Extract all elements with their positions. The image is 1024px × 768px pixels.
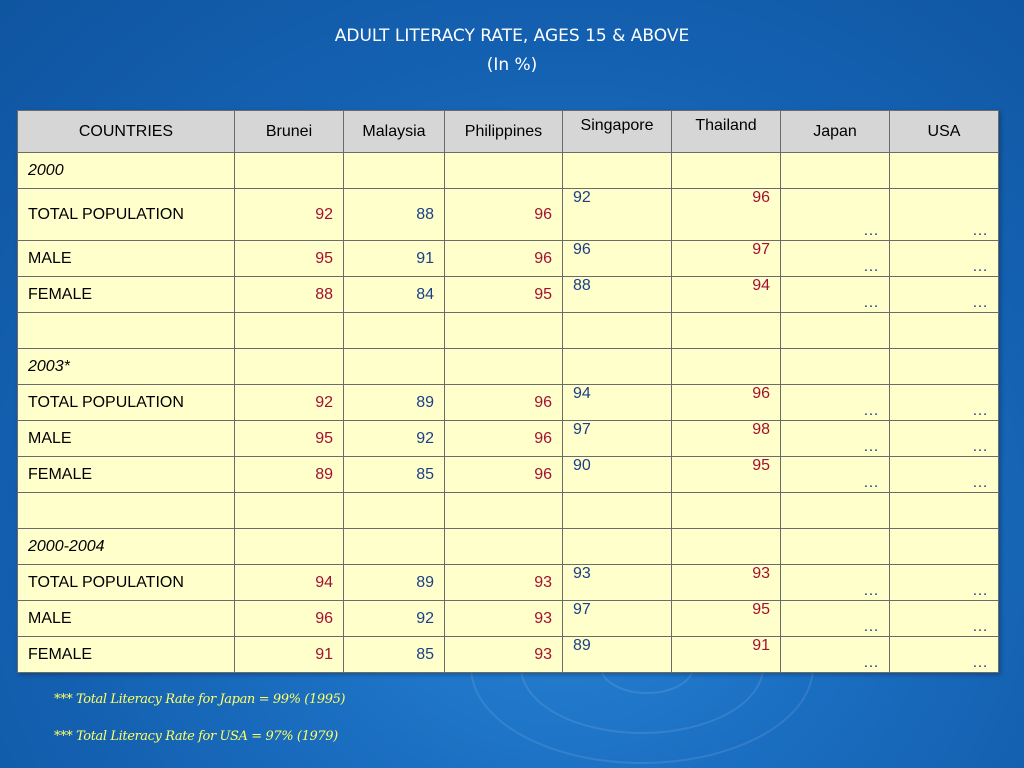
table-cell: 96: [672, 189, 781, 241]
row-label: TOTAL POPULATION: [18, 385, 235, 421]
table-cell: 97: [672, 241, 781, 277]
table-cell: …: [890, 565, 999, 601]
table-cell: 92: [344, 421, 445, 457]
table-cell: [235, 493, 344, 529]
table-cell: 95: [445, 277, 563, 313]
table-cell: …: [781, 421, 890, 457]
column-header-japan: Japan: [781, 111, 890, 153]
column-header-singapore: Singapore: [563, 111, 672, 153]
table-cell: 84: [344, 277, 445, 313]
table-cell: 93: [672, 565, 781, 601]
table-cell: …: [890, 421, 999, 457]
table-cell: 90: [563, 457, 672, 493]
section-row: [18, 529, 999, 565]
column-header-malaysia: Malaysia: [344, 111, 445, 153]
table-cell: 96: [445, 241, 563, 277]
table-cell: 91: [672, 637, 781, 673]
row-label: TOTAL POPULATION: [18, 189, 235, 241]
row-label: FEMALE: [18, 457, 235, 493]
table-cell: 96: [445, 385, 563, 421]
section-label: 2003*: [18, 349, 235, 385]
table-cell: …: [781, 457, 890, 493]
table-cell: [563, 493, 672, 529]
table-cell: [344, 349, 445, 385]
table-cell: [563, 313, 672, 349]
table-cell: [890, 349, 999, 385]
row-label: FEMALE: [18, 277, 235, 313]
table-row: [18, 457, 999, 493]
table-cell: [235, 349, 344, 385]
table-cell: 98: [672, 421, 781, 457]
table-cell: 95: [672, 601, 781, 637]
row-label: TOTAL POPULATION: [18, 565, 235, 601]
row-label: [18, 313, 235, 349]
table-cell: 97: [563, 601, 672, 637]
table-cell: [235, 153, 344, 189]
table-cell: 92: [344, 601, 445, 637]
table-cell: …: [781, 277, 890, 313]
column-header-philippines: Philippines: [445, 111, 563, 153]
table-cell: 94: [672, 277, 781, 313]
table-cell: 91: [344, 241, 445, 277]
table-cell: 96: [445, 189, 563, 241]
table-cell: …: [890, 385, 999, 421]
table-cell: 96: [672, 385, 781, 421]
table-cell: [890, 529, 999, 565]
row-label: MALE: [18, 241, 235, 277]
table-cell: [344, 153, 445, 189]
table-cell: 93: [563, 565, 672, 601]
table-cell: 88: [563, 277, 672, 313]
table-cell: [781, 493, 890, 529]
table-cell: 85: [344, 457, 445, 493]
table-cell: 95: [235, 241, 344, 277]
table-cell: …: [890, 637, 999, 673]
spacer-row: [18, 313, 999, 349]
footnote-usa: *** Total Literacy Rate for USA = 97% (1979): [54, 729, 338, 744]
table-cell: …: [890, 601, 999, 637]
section-row: [18, 153, 999, 189]
table-cell: …: [781, 241, 890, 277]
title-block: [0, 22, 1024, 80]
table-cell: 93: [445, 637, 563, 673]
section-label: 2000-2004: [18, 529, 235, 565]
table-cell: [781, 153, 890, 189]
table-cell: [672, 493, 781, 529]
table-cell: 96: [235, 601, 344, 637]
row-label: MALE: [18, 421, 235, 457]
table-cell: [445, 529, 563, 565]
table-cell: …: [781, 565, 890, 601]
footnote-japan: *** Total Literacy Rate for Japan = 99% (1995): [54, 692, 346, 707]
table-cell: 96: [445, 421, 563, 457]
table-cell: 92: [563, 189, 672, 241]
table-row: [18, 385, 999, 421]
table-cell: …: [781, 385, 890, 421]
table-cell: 95: [672, 457, 781, 493]
table-cell: 94: [235, 565, 344, 601]
table-cell: …: [781, 637, 890, 673]
row-label: FEMALE: [18, 637, 235, 673]
table-cell: …: [781, 601, 890, 637]
table-cell: 91: [235, 637, 344, 673]
page-subtitle: (In %): [486, 55, 538, 75]
table-row: [18, 277, 999, 313]
table-row: [18, 565, 999, 601]
table-cell: 89: [344, 565, 445, 601]
table-cell: 94: [563, 385, 672, 421]
table-cell: …: [890, 457, 999, 493]
table-cell: 96: [563, 241, 672, 277]
table-cell: [344, 529, 445, 565]
column-header-brunei: Brunei: [235, 111, 344, 153]
table-cell: 95: [235, 421, 344, 457]
table-cell: …: [781, 189, 890, 241]
table-cell: [445, 313, 563, 349]
page-title: ADULT LITERACY RATE, AGES 15 & ABOVE: [334, 26, 690, 46]
table-cell: [890, 153, 999, 189]
table-cell: [344, 493, 445, 529]
table-cell: [781, 349, 890, 385]
table-row: [18, 189, 999, 241]
section-label: 2000: [18, 153, 235, 189]
table-cell: 88: [344, 189, 445, 241]
table-cell: [890, 493, 999, 529]
table-cell: 96: [445, 457, 563, 493]
table-row: [18, 421, 999, 457]
table-cell: [445, 493, 563, 529]
header-row: [18, 111, 999, 153]
table-cell: [563, 153, 672, 189]
table-cell: [563, 529, 672, 565]
table-cell: …: [890, 277, 999, 313]
table-body: [18, 153, 999, 673]
table-cell: 88: [235, 277, 344, 313]
column-header-thailand: Thailand: [672, 111, 781, 153]
table-cell: 89: [235, 457, 344, 493]
row-label: MALE: [18, 601, 235, 637]
table-cell: …: [890, 241, 999, 277]
table-cell: 89: [344, 385, 445, 421]
table-cell: 93: [445, 565, 563, 601]
table-cell: [672, 313, 781, 349]
table-cell: [235, 529, 344, 565]
table-cell: [563, 349, 672, 385]
table-cell: [672, 529, 781, 565]
table-row: [18, 241, 999, 277]
table-cell: 85: [344, 637, 445, 673]
section-row: [18, 349, 999, 385]
column-header-usa: USA: [890, 111, 999, 153]
table-cell: [445, 349, 563, 385]
table-cell: 93: [445, 601, 563, 637]
table-cell: …: [890, 189, 999, 241]
table-cell: 92: [235, 189, 344, 241]
literacy-table: [17, 110, 999, 673]
spacer-row: [18, 493, 999, 529]
table-cell: [672, 153, 781, 189]
table-cell: 97: [563, 421, 672, 457]
column-header-countries: COUNTRIES: [18, 111, 235, 153]
table-row: [18, 601, 999, 637]
table-cell: [781, 313, 890, 349]
row-label: [18, 493, 235, 529]
table-cell: [344, 313, 445, 349]
table-cell: [781, 529, 890, 565]
table-cell: [890, 313, 999, 349]
table-cell: [445, 153, 563, 189]
table-cell: 89: [563, 637, 672, 673]
table-cell: [672, 349, 781, 385]
table-cell: [235, 313, 344, 349]
table-row: [18, 637, 999, 673]
table-cell: 92: [235, 385, 344, 421]
